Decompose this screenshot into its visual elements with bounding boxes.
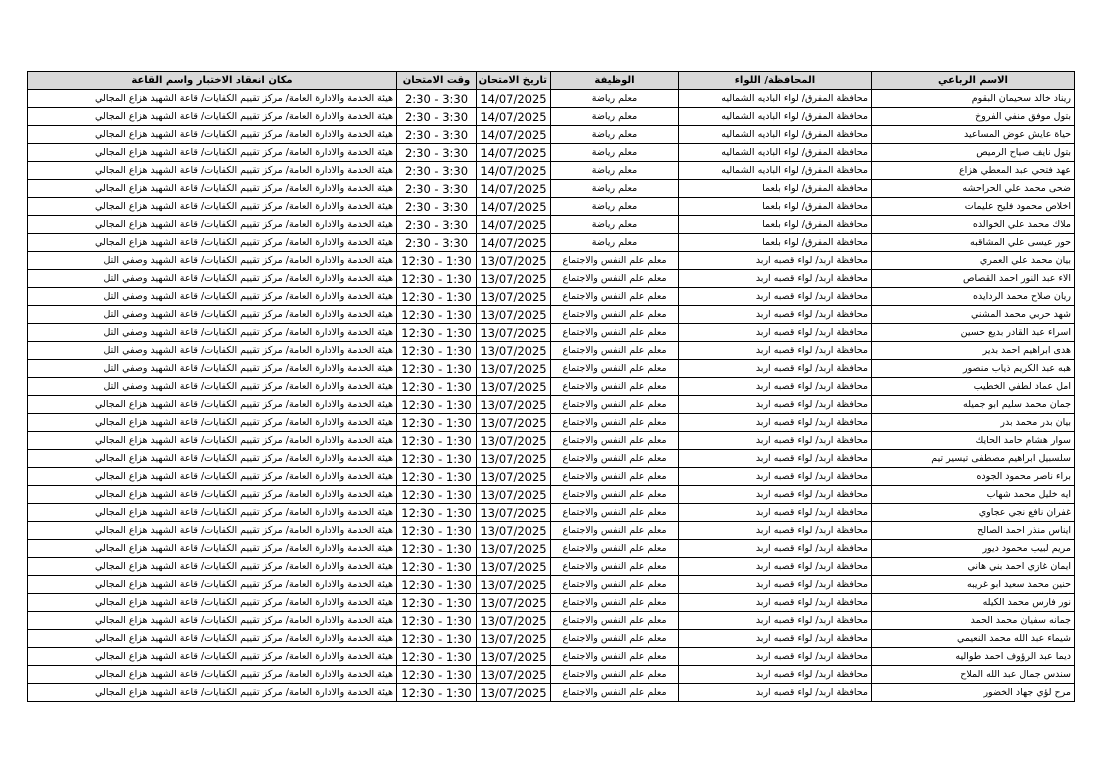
cell-exam-date: 13/07/2025 <box>477 504 551 522</box>
cell-full-name: هدى ابراهيم احمد بدير <box>872 342 1075 360</box>
cell-full-name: جمان محمد سليم ابو جميله <box>872 396 1075 414</box>
header-exam-location: مكان انعقاد الاختبار واسم القاعة <box>28 72 397 90</box>
cell-exam-time: 12:30 - 1:30 <box>397 558 477 576</box>
cell-job-title: معلم علم النفس والاجتماع <box>551 414 679 432</box>
cell-exam-time: 2:30 - 3:30 <box>397 216 477 234</box>
cell-exam-date: 13/07/2025 <box>477 450 551 468</box>
cell-exam-time: 12:30 - 1:30 <box>397 594 477 612</box>
cell-exam-time: 12:30 - 1:30 <box>397 324 477 342</box>
cell-governorate: محافظة المفرق/ لواء بلعما <box>679 180 872 198</box>
cell-exam-location: هيئة الخدمة والادارة العامة/ مركز تقييم الكفايات/ قاعة الشهيد وصفي التل <box>28 270 397 288</box>
cell-exam-date: 13/07/2025 <box>477 270 551 288</box>
cell-job-title: معلم علم النفس والاجتماع <box>551 522 679 540</box>
cell-governorate: محافظة المفرق/ لواء بلعما <box>679 234 872 252</box>
cell-exam-date: 13/07/2025 <box>477 252 551 270</box>
cell-exam-location: هيئة الخدمة والادارة العامة/ مركز تقييم الكفايات/ قاعة الشهيد هزاع المجالي <box>28 162 397 180</box>
cell-job-title: معلم علم النفس والاجتماع <box>551 288 679 306</box>
cell-full-name: الاء عبد النور احمد القصاص <box>872 270 1075 288</box>
cell-exam-time: 12:30 - 1:30 <box>397 396 477 414</box>
cell-governorate: محافظة المفرق/ لواء الباديه الشماليه <box>679 126 872 144</box>
cell-job-title: معلم رياضة <box>551 180 679 198</box>
cell-full-name: حياة عايش عوض المساعيد <box>872 126 1075 144</box>
table-row <box>28 324 1075 342</box>
cell-exam-time: 12:30 - 1:30 <box>397 306 477 324</box>
cell-exam-date: 13/07/2025 <box>477 360 551 378</box>
cell-exam-date: 14/07/2025 <box>477 198 551 216</box>
cell-job-title: معلم علم النفس والاجتماع <box>551 576 679 594</box>
table-row <box>28 522 1075 540</box>
cell-job-title: معلم رياضة <box>551 90 679 108</box>
cell-exam-location: هيئة الخدمة والادارة العامة/ مركز تقييم الكفايات/ قاعة الشهيد هزاع المجالي <box>28 432 397 450</box>
cell-job-title: معلم علم النفس والاجتماع <box>551 252 679 270</box>
cell-exam-date: 13/07/2025 <box>477 324 551 342</box>
cell-exam-date: 13/07/2025 <box>477 684 551 702</box>
cell-exam-location: هيئة الخدمة والادارة العامة/ مركز تقييم الكفايات/ قاعة الشهيد هزاع المجالي <box>28 396 397 414</box>
cell-full-name: ريناد خالد سحيمان البقوم <box>872 90 1075 108</box>
cell-exam-location: هيئة الخدمة والادارة العامة/ مركز تقييم الكفايات/ قاعة الشهيد هزاع المجالي <box>28 630 397 648</box>
cell-exam-date: 13/07/2025 <box>477 468 551 486</box>
cell-governorate: محافظة اربد/ لواء قصبه اربد <box>679 504 872 522</box>
cell-job-title: معلم علم النفس والاجتماع <box>551 306 679 324</box>
cell-job-title: معلم رياضة <box>551 108 679 126</box>
cell-full-name: اخلاص محمود فليح عليمات <box>872 198 1075 216</box>
cell-full-name: بيان محمد علي العمري <box>872 252 1075 270</box>
cell-job-title: معلم علم النفس والاجتماع <box>551 594 679 612</box>
cell-full-name: شيماء عبد الله محمد النعيمي <box>872 630 1075 648</box>
exam-schedule-sheet <box>27 71 1074 702</box>
cell-full-name: بتول نايف صياح الرميص <box>872 144 1075 162</box>
cell-exam-date: 13/07/2025 <box>477 540 551 558</box>
cell-exam-time: 2:30 - 3:30 <box>397 108 477 126</box>
cell-job-title: معلم رياضة <box>551 144 679 162</box>
cell-exam-date: 13/07/2025 <box>477 342 551 360</box>
table-row <box>28 252 1075 270</box>
table-row <box>28 198 1075 216</box>
cell-exam-date: 14/07/2025 <box>477 234 551 252</box>
table-body <box>28 90 1075 702</box>
table-row <box>28 396 1075 414</box>
cell-full-name: حنين محمد سعيد ابو غريبه <box>872 576 1075 594</box>
cell-job-title: معلم رياضة <box>551 126 679 144</box>
cell-exam-date: 13/07/2025 <box>477 612 551 630</box>
cell-exam-location: هيئة الخدمة والادارة العامة/ مركز تقييم الكفايات/ قاعة الشهيد هزاع المجالي <box>28 90 397 108</box>
cell-exam-location: هيئة الخدمة والادارة العامة/ مركز تقييم الكفايات/ قاعة الشهيد وصفي التل <box>28 288 397 306</box>
cell-exam-time: 12:30 - 1:30 <box>397 252 477 270</box>
cell-full-name: حور عيسى علي المشاقبه <box>872 234 1075 252</box>
cell-full-name: بتول موفق منفي الفروخ <box>872 108 1075 126</box>
cell-governorate: محافظة اربد/ لواء قصبه اربد <box>679 432 872 450</box>
cell-job-title: معلم علم النفس والاجتماع <box>551 468 679 486</box>
table-row <box>28 684 1075 702</box>
table-row <box>28 342 1075 360</box>
table-row <box>28 108 1075 126</box>
table-row <box>28 666 1075 684</box>
cell-full-name: ضحى محمد علي الحراحشه <box>872 180 1075 198</box>
cell-exam-time: 12:30 - 1:30 <box>397 684 477 702</box>
cell-exam-date: 13/07/2025 <box>477 486 551 504</box>
header-governorate: المحافظة/ اللواء <box>679 72 872 90</box>
cell-governorate: محافظة اربد/ لواء قصبه اربد <box>679 522 872 540</box>
cell-job-title: معلم علم النفس والاجتماع <box>551 396 679 414</box>
header-full-name: الاسم الرباعي <box>872 72 1075 90</box>
cell-governorate: محافظة اربد/ لواء قصبه اربد <box>679 576 872 594</box>
cell-exam-time: 2:30 - 3:30 <box>397 180 477 198</box>
cell-exam-time: 2:30 - 3:30 <box>397 144 477 162</box>
cell-exam-date: 14/07/2025 <box>477 90 551 108</box>
cell-exam-time: 12:30 - 1:30 <box>397 630 477 648</box>
cell-exam-date: 14/07/2025 <box>477 180 551 198</box>
cell-job-title: معلم علم النفس والاجتماع <box>551 270 679 288</box>
cell-exam-location: هيئة الخدمة والادارة العامة/ مركز تقييم الكفايات/ قاعة الشهيد هزاع المجالي <box>28 540 397 558</box>
cell-exam-location: هيئة الخدمة والادارة العامة/ مركز تقييم الكفايات/ قاعة الشهيد وصفي التل <box>28 252 397 270</box>
cell-exam-date: 13/07/2025 <box>477 558 551 576</box>
cell-full-name: ايمان غازي احمد بني هاني <box>872 558 1075 576</box>
cell-governorate: محافظة اربد/ لواء قصبه اربد <box>679 594 872 612</box>
cell-exam-time: 12:30 - 1:30 <box>397 288 477 306</box>
table-row <box>28 630 1075 648</box>
cell-governorate: محافظة المفرق/ لواء بلعما <box>679 216 872 234</box>
cell-exam-date: 14/07/2025 <box>477 216 551 234</box>
table-row <box>28 360 1075 378</box>
table-row <box>28 648 1075 666</box>
cell-job-title: معلم علم النفس والاجتماع <box>551 684 679 702</box>
cell-exam-date: 13/07/2025 <box>477 630 551 648</box>
cell-exam-time: 12:30 - 1:30 <box>397 270 477 288</box>
cell-governorate: محافظة اربد/ لواء قصبه اربد <box>679 360 872 378</box>
cell-job-title: معلم علم النفس والاجتماع <box>551 378 679 396</box>
cell-governorate: محافظة اربد/ لواء قصبه اربد <box>679 288 872 306</box>
cell-job-title: معلم علم النفس والاجتماع <box>551 432 679 450</box>
cell-full-name: غفران نافع نجي عجاوي <box>872 504 1075 522</box>
cell-exam-date: 13/07/2025 <box>477 414 551 432</box>
cell-job-title: معلم علم النفس والاجتماع <box>551 630 679 648</box>
cell-governorate: محافظة اربد/ لواء قصبه اربد <box>679 468 872 486</box>
cell-job-title: معلم علم النفس والاجتماع <box>551 504 679 522</box>
cell-full-name: هبه عبد الكريم ذياب منصور <box>872 360 1075 378</box>
cell-exam-location: هيئة الخدمة والادارة العامة/ مركز تقييم الكفايات/ قاعة الشهيد هزاع المجالي <box>28 504 397 522</box>
table-row <box>28 288 1075 306</box>
table-row <box>28 126 1075 144</box>
cell-exam-time: 12:30 - 1:30 <box>397 360 477 378</box>
table-row <box>28 270 1075 288</box>
cell-exam-date: 13/07/2025 <box>477 288 551 306</box>
cell-governorate: محافظة المفرق/ لواء الباديه الشماليه <box>679 144 872 162</box>
cell-full-name: ديما عبد الرؤوف احمد طواليه <box>872 648 1075 666</box>
cell-governorate: محافظة المفرق/ لواء بلعما <box>679 198 872 216</box>
cell-exam-location: هيئة الخدمة والادارة العامة/ مركز تقييم الكفايات/ قاعة الشهيد هزاع المجالي <box>28 558 397 576</box>
cell-governorate: محافظة المفرق/ لواء الباديه الشماليه <box>679 90 872 108</box>
table-row <box>28 378 1075 396</box>
cell-exam-location: هيئة الخدمة والادارة العامة/ مركز تقييم الكفايات/ قاعة الشهيد هزاع المجالي <box>28 684 397 702</box>
cell-full-name: جمانه سفيان محمد الحمد <box>872 612 1075 630</box>
cell-exam-location: هيئة الخدمة والادارة العامة/ مركز تقييم الكفايات/ قاعة الشهيد وصفي التل <box>28 378 397 396</box>
cell-job-title: معلم رياضة <box>551 162 679 180</box>
table-row <box>28 216 1075 234</box>
cell-governorate: محافظة اربد/ لواء قصبه اربد <box>679 414 872 432</box>
cell-exam-time: 2:30 - 3:30 <box>397 234 477 252</box>
table-row <box>28 450 1075 468</box>
cell-job-title: معلم علم النفس والاجتماع <box>551 648 679 666</box>
table-row <box>28 558 1075 576</box>
cell-job-title: معلم علم النفس والاجتماع <box>551 486 679 504</box>
cell-full-name: مريم لبيب محمود ديور <box>872 540 1075 558</box>
cell-exam-date: 13/07/2025 <box>477 378 551 396</box>
cell-full-name: ايناس منذر احمد الصالح <box>872 522 1075 540</box>
table-row <box>28 90 1075 108</box>
cell-governorate: محافظة اربد/ لواء قصبه اربد <box>679 450 872 468</box>
table-header-row <box>28 72 1075 90</box>
cell-exam-location: هيئة الخدمة والادارة العامة/ مركز تقييم الكفايات/ قاعة الشهيد هزاع المجالي <box>28 522 397 540</box>
cell-exam-time: 12:30 - 1:30 <box>397 504 477 522</box>
cell-governorate: محافظة اربد/ لواء قصبه اربد <box>679 612 872 630</box>
table-row <box>28 180 1075 198</box>
cell-job-title: معلم علم النفس والاجتماع <box>551 324 679 342</box>
cell-governorate: محافظة اربد/ لواء قصبه اربد <box>679 378 872 396</box>
cell-exam-location: هيئة الخدمة والادارة العامة/ مركز تقييم الكفايات/ قاعة الشهيد هزاع المجالي <box>28 576 397 594</box>
cell-exam-location: هيئة الخدمة والادارة العامة/ مركز تقييم الكفايات/ قاعة الشهيد هزاع المجالي <box>28 198 397 216</box>
cell-full-name: ريان صلاح محمد الردايده <box>872 288 1075 306</box>
cell-exam-location: هيئة الخدمة والادارة العامة/ مركز تقييم الكفايات/ قاعة الشهيد وصفي التل <box>28 342 397 360</box>
cell-governorate: محافظة اربد/ لواء قصبه اربد <box>679 666 872 684</box>
cell-full-name: عهد فتحي عبد المعطي هزاع <box>872 162 1075 180</box>
cell-exam-date: 14/07/2025 <box>477 108 551 126</box>
cell-governorate: محافظة اربد/ لواء قصبه اربد <box>679 630 872 648</box>
cell-full-name: بيان بدر محمد بدر <box>872 414 1075 432</box>
header-job-title: الوظيفة <box>551 72 679 90</box>
table-row <box>28 144 1075 162</box>
cell-exam-date: 13/07/2025 <box>477 666 551 684</box>
cell-governorate: محافظة اربد/ لواء قصبه اربد <box>679 306 872 324</box>
cell-governorate: محافظة اربد/ لواء قصبه اربد <box>679 252 872 270</box>
cell-exam-date: 13/07/2025 <box>477 306 551 324</box>
cell-governorate: محافظة المفرق/ لواء الباديه الشماليه <box>679 108 872 126</box>
cell-exam-time: 12:30 - 1:30 <box>397 342 477 360</box>
cell-exam-date: 13/07/2025 <box>477 576 551 594</box>
cell-full-name: مرح لؤي جهاد الخضور <box>872 684 1075 702</box>
cell-governorate: محافظة اربد/ لواء قصبه اربد <box>679 396 872 414</box>
exam-schedule-table <box>27 71 1075 702</box>
cell-governorate: محافظة اربد/ لواء قصبه اربد <box>679 342 872 360</box>
cell-exam-time: 12:30 - 1:30 <box>397 522 477 540</box>
cell-exam-time: 12:30 - 1:30 <box>397 486 477 504</box>
header-exam-time: وقت الامتحان <box>397 72 477 90</box>
cell-job-title: معلم علم النفس والاجتماع <box>551 612 679 630</box>
cell-job-title: معلم علم النفس والاجتماع <box>551 342 679 360</box>
cell-exam-location: هيئة الخدمة والادارة العامة/ مركز تقييم الكفايات/ قاعة الشهيد وصفي التل <box>28 360 397 378</box>
cell-exam-location: هيئة الخدمة والادارة العامة/ مركز تقييم الكفايات/ قاعة الشهيد وصفي التل <box>28 306 397 324</box>
cell-full-name: براء ناصر محمود الجوده <box>872 468 1075 486</box>
cell-exam-time: 12:30 - 1:30 <box>397 378 477 396</box>
cell-full-name: اسراء عبد القادر بديع حسين <box>872 324 1075 342</box>
cell-exam-time: 12:30 - 1:30 <box>397 432 477 450</box>
cell-exam-time: 12:30 - 1:30 <box>397 648 477 666</box>
cell-job-title: معلم رياضة <box>551 216 679 234</box>
cell-governorate: محافظة اربد/ لواء قصبه اربد <box>679 486 872 504</box>
cell-exam-location: هيئة الخدمة والادارة العامة/ مركز تقييم الكفايات/ قاعة الشهيد هزاع المجالي <box>28 234 397 252</box>
cell-exam-date: 13/07/2025 <box>477 522 551 540</box>
table-row <box>28 306 1075 324</box>
table-row <box>28 504 1075 522</box>
table-row <box>28 594 1075 612</box>
cell-exam-time: 12:30 - 1:30 <box>397 666 477 684</box>
cell-job-title: معلم علم النفس والاجتماع <box>551 450 679 468</box>
cell-job-title: معلم رياضة <box>551 234 679 252</box>
cell-exam-date: 14/07/2025 <box>477 126 551 144</box>
cell-job-title: معلم رياضة <box>551 198 679 216</box>
cell-governorate: محافظة اربد/ لواء قصبه اربد <box>679 324 872 342</box>
table-row <box>28 468 1075 486</box>
cell-full-name: ايه خليل محمد شهاب <box>872 486 1075 504</box>
table-row <box>28 414 1075 432</box>
cell-exam-location: هيئة الخدمة والادارة العامة/ مركز تقييم الكفايات/ قاعة الشهيد هزاع المجالي <box>28 414 397 432</box>
cell-governorate: محافظة المفرق/ لواء الباديه الشماليه <box>679 162 872 180</box>
cell-exam-time: 12:30 - 1:30 <box>397 576 477 594</box>
cell-exam-location: هيئة الخدمة والادارة العامة/ مركز تقييم الكفايات/ قاعة الشهيد هزاع المجالي <box>28 648 397 666</box>
cell-exam-location: هيئة الخدمة والادارة العامة/ مركز تقييم الكفايات/ قاعة الشهيد هزاع المجالي <box>28 216 397 234</box>
cell-exam-date: 13/07/2025 <box>477 432 551 450</box>
cell-full-name: امل عماد لطفي الخطيب <box>872 378 1075 396</box>
cell-exam-location: هيئة الخدمة والادارة العامة/ مركز تقييم الكفايات/ قاعة الشهيد هزاع المجالي <box>28 486 397 504</box>
cell-job-title: معلم علم النفس والاجتماع <box>551 540 679 558</box>
cell-exam-date: 14/07/2025 <box>477 144 551 162</box>
cell-exam-location: هيئة الخدمة والادارة العامة/ مركز تقييم الكفايات/ قاعة الشهيد هزاع المجالي <box>28 108 397 126</box>
table-row <box>28 612 1075 630</box>
table-row <box>28 540 1075 558</box>
header-exam-date: تاريخ الامتحان <box>477 72 551 90</box>
cell-exam-time: 2:30 - 3:30 <box>397 198 477 216</box>
table-row <box>28 576 1075 594</box>
cell-governorate: محافظة اربد/ لواء قصبه اربد <box>679 684 872 702</box>
cell-exam-location: هيئة الخدمة والادارة العامة/ مركز تقييم الكفايات/ قاعة الشهيد هزاع المجالي <box>28 594 397 612</box>
cell-exam-location: هيئة الخدمة والادارة العامة/ مركز تقييم الكفايات/ قاعة الشهيد هزاع المجالي <box>28 126 397 144</box>
cell-exam-time: 2:30 - 3:30 <box>397 90 477 108</box>
cell-exam-location: هيئة الخدمة والادارة العامة/ مركز تقييم الكفايات/ قاعة الشهيد هزاع المجالي <box>28 612 397 630</box>
cell-exam-time: 12:30 - 1:30 <box>397 540 477 558</box>
cell-exam-time: 2:30 - 3:30 <box>397 162 477 180</box>
cell-governorate: محافظة اربد/ لواء قصبه اربد <box>679 558 872 576</box>
cell-full-name: سوار هشام حامد الحايك <box>872 432 1075 450</box>
cell-exam-location: هيئة الخدمة والادارة العامة/ مركز تقييم الكفايات/ قاعة الشهيد هزاع المجالي <box>28 144 397 162</box>
table-row <box>28 432 1075 450</box>
table-row <box>28 234 1075 252</box>
cell-exam-date: 14/07/2025 <box>477 162 551 180</box>
cell-exam-location: هيئة الخدمة والادارة العامة/ مركز تقييم الكفايات/ قاعة الشهيد هزاع المجالي <box>28 666 397 684</box>
table-row <box>28 486 1075 504</box>
cell-exam-date: 13/07/2025 <box>477 594 551 612</box>
cell-exam-time: 2:30 - 3:30 <box>397 126 477 144</box>
cell-full-name: ملاك محمد علي الخوالده <box>872 216 1075 234</box>
cell-exam-date: 13/07/2025 <box>477 396 551 414</box>
cell-exam-location: هيئة الخدمة والادارة العامة/ مركز تقييم الكفايات/ قاعة الشهيد هزاع المجالي <box>28 468 397 486</box>
cell-exam-date: 13/07/2025 <box>477 648 551 666</box>
cell-governorate: محافظة اربد/ لواء قصبه اربد <box>679 270 872 288</box>
cell-full-name: سلسبيل ابراهيم مصطفى تيسير تيم <box>872 450 1075 468</box>
cell-exam-location: هيئة الخدمة والادارة العامة/ مركز تقييم الكفايات/ قاعة الشهيد هزاع المجالي <box>28 180 397 198</box>
cell-exam-time: 12:30 - 1:30 <box>397 414 477 432</box>
cell-job-title: معلم علم النفس والاجتماع <box>551 666 679 684</box>
cell-exam-location: هيئة الخدمة والادارة العامة/ مركز تقييم الكفايات/ قاعة الشهيد هزاع المجالي <box>28 450 397 468</box>
cell-job-title: معلم علم النفس والاجتماع <box>551 558 679 576</box>
cell-exam-time: 12:30 - 1:30 <box>397 468 477 486</box>
cell-exam-time: 12:30 - 1:30 <box>397 450 477 468</box>
cell-full-name: نور فارس محمد الكيله <box>872 594 1075 612</box>
cell-exam-location: هيئة الخدمة والادارة العامة/ مركز تقييم الكفايات/ قاعة الشهيد وصفي التل <box>28 324 397 342</box>
cell-governorate: محافظة اربد/ لواء قصبه اربد <box>679 540 872 558</box>
table-row <box>28 162 1075 180</box>
cell-full-name: سندس جمال عبد الله الملاح <box>872 666 1075 684</box>
cell-governorate: محافظة اربد/ لواء قصبه اربد <box>679 648 872 666</box>
cell-full-name: شهد حربي محمد المشني <box>872 306 1075 324</box>
cell-job-title: معلم علم النفس والاجتماع <box>551 360 679 378</box>
cell-exam-time: 12:30 - 1:30 <box>397 612 477 630</box>
